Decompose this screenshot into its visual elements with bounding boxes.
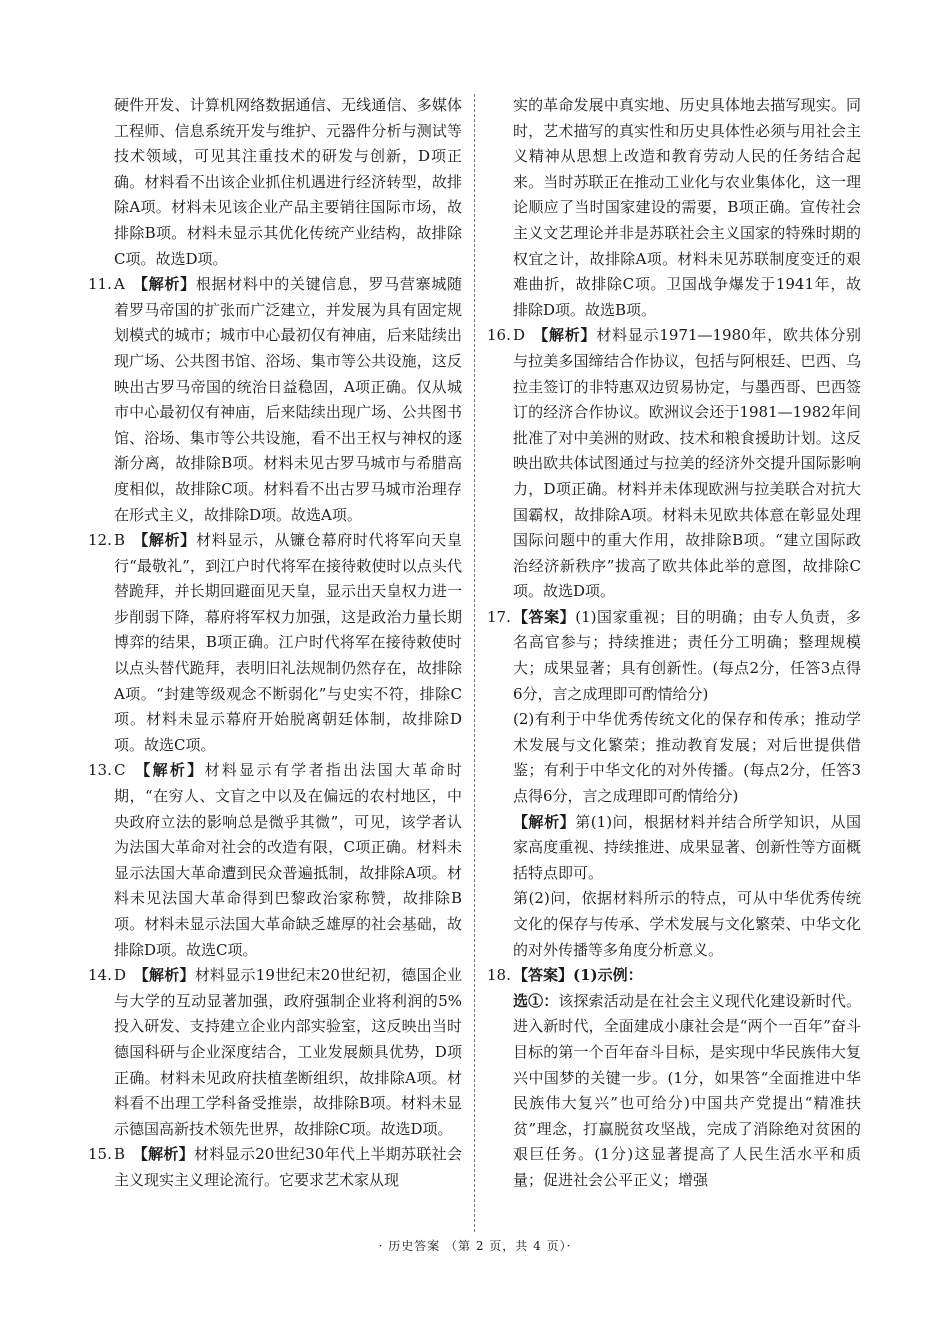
analysis-tag: 【解析】 — [132, 275, 196, 294]
answer-letter: B — [114, 531, 126, 550]
q15-answer — [88, 1142, 462, 1193]
q10-continuation: 硬件开发、计算机网络数据通信、无线通信、多媒体工程师、信息系统开发与维护、元器件分析与测试等技术领域，可见其注重技术的研发与创新，D项正确。材料看不出该企业抓住机遇进行经济转型，故排除A项。材料未见该企业产品主要销往国际市场，故排除B项。材料未显示其优化传统产业结构，故排除C项。故选D项。 — [114, 96, 462, 268]
answer-letter: D — [513, 326, 526, 345]
analysis-paragraph-1 — [513, 810, 861, 887]
answer-part-1: (1)国家重视；目的明确；由专人负责，多名高官参与；持续推进；责任分工明确；整理规模大；成果显著；具有创新性。(每点2分，任答3点得6分，言之成理即可酌情给分) — [513, 607, 861, 703]
option-1-answer — [513, 989, 861, 1194]
analysis-tag: 【解析】 — [133, 966, 195, 985]
example-heading: (1)示例： — [573, 966, 643, 985]
analysis-paragraph-2: 第(2)问，依据材料所示的特点，可从中华优秀传统文化的保存与传承、学术发展与文化繁荣、中华文化的对外传播等多角度分析意义。 — [513, 889, 861, 959]
answer-letter: C — [114, 761, 126, 780]
analysis-text: 材料显示，从镰仓幕府时代将军向天皇行“最敬礼”，到江户时代将军在接待敕使时以点头代替跪拜，并长期回避面见天皇，显示出天皇权力进一步削弱下降，幕府将军权力加强，这是政治力量长期博弈的结果，B项正确。江户时代将军在接待敕使时以点头替代跪拜，表明旧礼法规制仍然存在，故排除A项。“封建等级观念不断弱化”与史实不符，排除C项。材料未显示幕府开始脱离朝廷体制，故排除D项。故选C项。 — [114, 531, 462, 754]
left-column — [88, 93, 462, 1194]
q11-answer — [88, 272, 462, 528]
question-number: 14. — [88, 966, 112, 985]
analysis-tag: 【解析】 — [132, 531, 196, 550]
q12-answer — [88, 528, 462, 758]
q17-answer — [487, 605, 861, 963]
question-number: 16. — [487, 326, 511, 345]
q13-answer — [88, 758, 462, 963]
q16-answer — [487, 323, 861, 605]
question-number: 18. — [487, 966, 511, 985]
analysis-tag: 【解析】 — [532, 326, 597, 345]
right-column — [487, 93, 861, 1194]
question-number: 11. — [88, 275, 112, 294]
column-divider — [474, 94, 475, 1232]
option-text: 该探索活动是在社会主义现代化建设新时代。进入新时代，全面建成小康社会是“两个一百年”奋斗目标的第一个百年奋斗目标，是实现中华民族伟大复兴中国梦的关键一步。(1分，如果答“全面推进中华民族伟大复兴”也可给分)中国共产党提出“精准扶贫”理念，打赢脱贫攻坚战，完成了消除绝对贫困的艰巨任务。(1分)这显著提高了人民生活水平和质量；促进社会公平正义；增强 — [513, 991, 861, 1189]
answer-tag: 【答案】 — [513, 607, 576, 626]
analysis-text: 材料显示19世纪末20世纪初，德国企业与大学的互动显著加强，政府强制企业将利润的5%投入研发、支持建立企业内部实验室，这反映出当时德国科研与企业深度结合，工业发展颇具优势，D项正确。材料未见政府扶植垄断组织，故排除A项。材料看不出理工学科备受推崇，故排除B项。材料未显示德国高新技术领先世界，故排除C项。故选D项。 — [114, 966, 462, 1138]
analysis-text: 材料显示1971—1980年，欧共体分别与拉美多国缔结合作协议，包括与阿根廷、巴西、乌拉圭签订的非特惠双边贸易协定，与墨西哥、巴西签订的经济合作协议。欧洲议会还于1981—1982年间批准了对中美洲的财政、技术和粮食援助计划。这反映出欧共体试图通过与拉美的经济外交提升国际影响力，D项正确。材料并未体现欧洲与拉美联合对抗大国霸权，故排除A项。材料未见欧共体意在彰显处理国际问题中的重大作用，故排除B项。“建立国际政治经济新秩序”拔高了欧共体此举的意图，故排除C项。故选D项。 — [513, 326, 861, 601]
q18-answer — [487, 963, 861, 1193]
q15-continuation: 实的革命发展中真实地、历史具体地去描写现实。同时，艺术描写的真实性和历史具体性必须与用社会主义精神从思想上改造和教育劳动人民的任务结合起来。当时苏联正在推动工业化与农业集体化，这一理论顺应了当时国家建设的需要，B项正确。宣传社会主义文艺理论并非是苏联社会主义国家的特殊时期的权宜之计，故排除A项。材料未见苏联制度变迁的艰难曲折，故排除C项。卫国战争爆发于1941年，故排除D项。故选B项。 — [513, 96, 861, 319]
answer-tag: 【答案】 — [513, 966, 574, 985]
analysis-text: 根据材料中的关键信息，罗马营寨城随着罗马帝国的扩张而广泛建立，并发展为具有固定规划模式的城市；城市中心最初仅有神庙，后来陆续出现广场、公共图书馆、浴场、集市等公共设施，这反映出古罗马帝国的统治日益稳固，A项正确。仅从城市中心最初仅有神庙，后来陆续出现广场、公共图书馆、浴场、集市等公共设施，看不出王权与神权的逐渐分离，故排除B项。材料未见古罗马城市与希腊高度相似，故排除C项。材料看不出古罗马城市治理存在形式主义，故排除D项。故选A项。 — [114, 275, 462, 524]
analysis-text: 材料显示20世纪30年代上半期苏联社会主义现实主义理论流行。它要求艺术家从现 — [114, 1145, 462, 1189]
analysis-tag: 【解析】 — [132, 1145, 195, 1164]
option-label: 选①： — [513, 991, 559, 1010]
question-number: 13. — [88, 761, 112, 780]
question-number: 17. — [487, 607, 511, 626]
analysis-tag: 【解析】 — [132, 761, 205, 780]
analysis-tag: 【解析】 — [513, 812, 576, 831]
answer-part-2: (2)有利于中华优秀传统文化的保存和传承；推动学术发展与文化繁荣；推动教育发展；对后世提供借鉴；有利于中华文化的对外传播。(每点2分，任答3点得6分，言之成理即可酌情给分) — [513, 710, 861, 806]
page-footer: · 历史答案 （第 2 页，共 4 页）· — [378, 1239, 572, 1253]
analysis-text: 材料显示有学者指出法国大革命时期，“在穷人、文盲之中以及在偏远的农村地区，中央政府立法的影响总是微乎其微”，可见，该学者认为法国大革命对社会的改造有限，C项正确。材料未显示法国大革命遭到民众普遍抵制，故排除A项。材料未见法国大革命得到巴黎政治家称赞，故排除B项。材料未显示法国大革命缺乏雄厚的社会基础，故排除D项。故选C项。 — [114, 761, 462, 959]
answer-letter: D — [114, 966, 127, 985]
answer-letter: B — [114, 1145, 126, 1164]
question-number: 15. — [88, 1145, 112, 1164]
q14-answer — [88, 963, 462, 1142]
analysis-text: 第(1)问，根据材料并结合所学知识，从国家高度重视、持续推进、成果显著、创新性等方面概括特点即可。 — [513, 812, 861, 882]
answer-letter: A — [114, 275, 125, 294]
question-number: 12. — [88, 531, 112, 550]
